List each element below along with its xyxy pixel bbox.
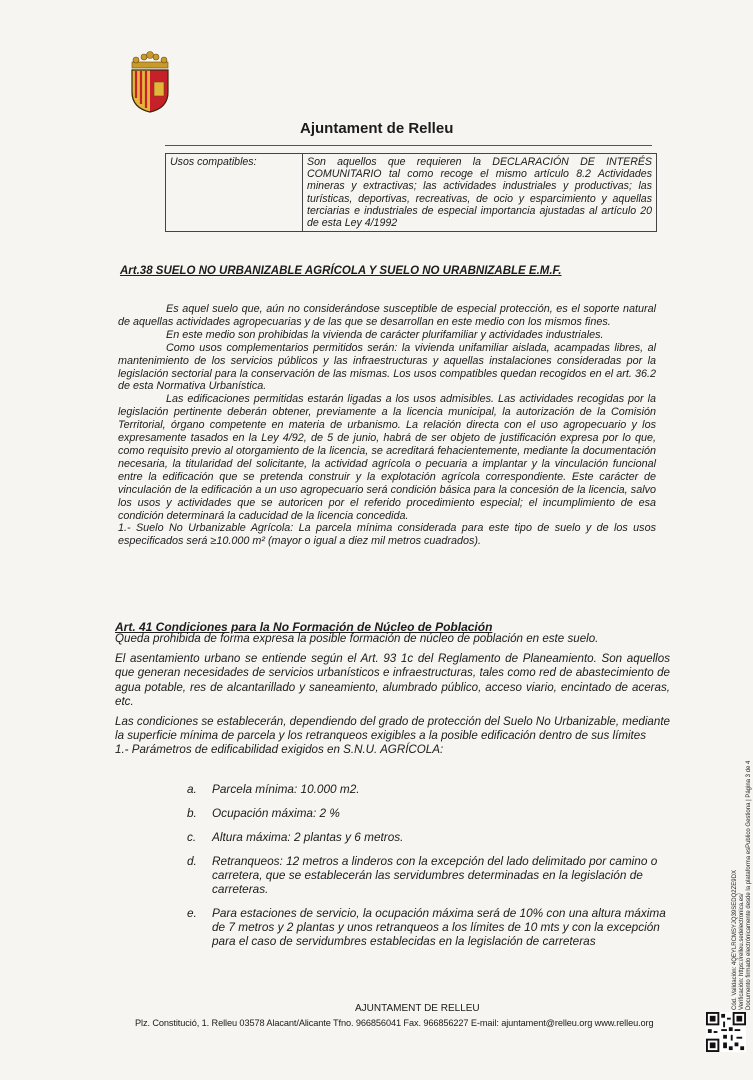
art41-paragraph: Las condiciones se establecerán, dependiendo del grado de protección del Suelo No Urbanizable, mediante la superficie mínima de parcela y los retranqueos exigibles a la posible edificación dentro de sus límites <box>115 715 670 743</box>
validation-stamp <box>732 650 753 1010</box>
art41-heading: Art. 41 Condiciones para la No Formación de Núcleo de Población <box>115 620 493 634</box>
table-row <box>166 154 657 232</box>
art38-paragraph: En este medio son prohibidas la vivienda de carácter plurifamiliar y actividades industriales. <box>166 328 604 341</box>
list-marker: a. <box>187 782 197 796</box>
signature-note: Documento firmado electrónicamente desde la plataforma esPublico Gestiona | Página 3 de 4 <box>746 760 752 1010</box>
list-item <box>187 782 672 796</box>
list-item <box>187 806 672 820</box>
qr-code-icon <box>706 1012 746 1052</box>
list-item-text: Parcela mínima: 10.000 m2. <box>212 782 360 796</box>
compatible-uses-table <box>165 153 657 232</box>
art41-paragraph: Queda prohibida de forma expresa la posible formación de núcleo de población en este suelo. <box>115 632 599 645</box>
list-marker: b. <box>187 806 197 820</box>
art38-paragraph: 1.- Suelo No Urbanizable Agrícola: La parcela mínima considerada para este tipo de suelo y de los usos especificados será ≥10.000 m² (mayor o igual a diez mil metros cuadrados). <box>118 522 656 548</box>
list-item-text: Altura máxima: 2 plantas y 6 metros. <box>212 830 404 844</box>
art41-body <box>115 632 670 764</box>
page-header-title: Ajuntament de Relleu <box>300 120 454 137</box>
list-marker: d. <box>187 854 197 868</box>
list-marker: c. <box>187 830 197 844</box>
art38-paragraph: Las edificaciones permitidas estarán ligadas a los usos admisibles. Las actividades recogidas por la legislación pertinente deberán obtener, previamente a la licencia municipal, la autorización de la Comisión Territorial, órgano competente en materia de urbanismo. La relación directa con el uso agropecuario y los expresamente tasados en la Ley 4/92, de 5 de junio, habrá de ser objeto de justificación expresa por lo que, como requisito previo al otorgamiento de la licencia, se acreditará fehacientemente, mediante la documentación necesaria, la titularidad del solicitante, la actividad agrícola o pecuaria a implantar y la vinculación funcional entre la edificación que se pretenda construir y la explotación agrícola correspondiente. Este carácter de vinculación de la edificación a un uso agropecuario será condición básica para la concesión de la licencia, salvo los usos y actividades que se autoricen por el referido procedimiento especial; el incumplimiento de esa condición determinará la caducidad de la licencia concedida. <box>118 393 656 522</box>
list-item <box>187 854 672 896</box>
art41-paragraph: El asentamiento urbano se entiende según el Art. 93 1c del Reglamento de Planeamiento. Son aquellos que generan necesidades de servicios urbanísticos e infraestructuras, tales como red de abastecimiento de agua potable, res de alcantarillado y saneamiento, alumbrado público, acceso viario, encintado de aceras, etc. <box>115 652 670 708</box>
list-item-text: Para estaciones de servicio, la ocupación máxima será de 10% con una altura máxima de 7 metros y 2 plantas y unos retranqueos a los límites de 10 mts y con la excepción para el caso de servidumbres establecidas en la legislación de carreteras <box>212 906 666 948</box>
art38-body <box>118 303 656 548</box>
art38-paragraph: Es aquel suelo que, aún no considerándose susceptible de especial protección, es el soporte natural de aquellas actividades agropecuarias y de las que se desarrollan en este medio con los mismos fines. <box>118 303 656 328</box>
art41-paragraph: 1.- Parámetros de edificabilidad exigidos en S.N.U. AGRÍCOLA: <box>115 743 444 757</box>
list-item-text: Retranqueos: 12 metros a linderos con la excepción del lado delimitado por camino o carretera, que se establecerán las servidumbres determinadas en la legislación de carreteras. <box>212 854 658 896</box>
art38-paragraph: Como usos complementarios permitidos serán: la vivienda unifamiliar aislada, acampadas libres, al mantenimiento de los servicios públicos y las infraestructuras y aquellas instalaciones consideradas por la legislación sectorial para la conservación de las mismas. Los usos compatibles quedan recogidos en el art. 36.2 de esta Normativa Urbanística. <box>118 341 656 393</box>
art38-heading: Art.38 SUELO NO URBANIZABLE AGRÍCOLA Y SUELO NO URABNIZABLE E.M.F. <box>120 265 562 277</box>
header-divider <box>165 145 652 146</box>
list-item <box>187 906 672 948</box>
verification-url: Verificación: https://relleu.sedelectronica.es/ <box>739 893 745 1010</box>
parameters-list <box>187 782 672 958</box>
footer-organization: AJUNTAMENT DE RELLEU <box>355 1003 480 1014</box>
validation-code: Cód. Validación: 4QEYLRCMSYJQ39SEDQ2ZE9DX <box>732 870 738 1010</box>
footer-address: Plz. Constitució, 1. Relleu 03578 Alacant/Alicante Tfno. 966856041 Fax. 966856227 E-mail: ajuntament@relleu.org www.relleu.org <box>135 1018 654 1028</box>
compatible-uses-label: Usos compatibles: <box>166 154 303 232</box>
list-item <box>187 830 672 844</box>
compatible-uses-text: Son aquellos que requieren la DECLARACIÓN DE INTERÉS COMUNITARIO tal como recoge el mismo artículo 8.2 Actividades mineras y extractivas; las actividades industriales y productivas; las turísticas, deportivas, recreativas, de ocio y esparcimiento y aquellas terciarias e industriales de especial importancia ajustadas al artículo 20 de esta Ley 4/1992 <box>303 154 657 232</box>
list-item-text: Ocupación máxima: 2 % <box>212 806 340 820</box>
municipal-crest-icon <box>128 52 172 114</box>
list-marker: e. <box>187 906 197 920</box>
